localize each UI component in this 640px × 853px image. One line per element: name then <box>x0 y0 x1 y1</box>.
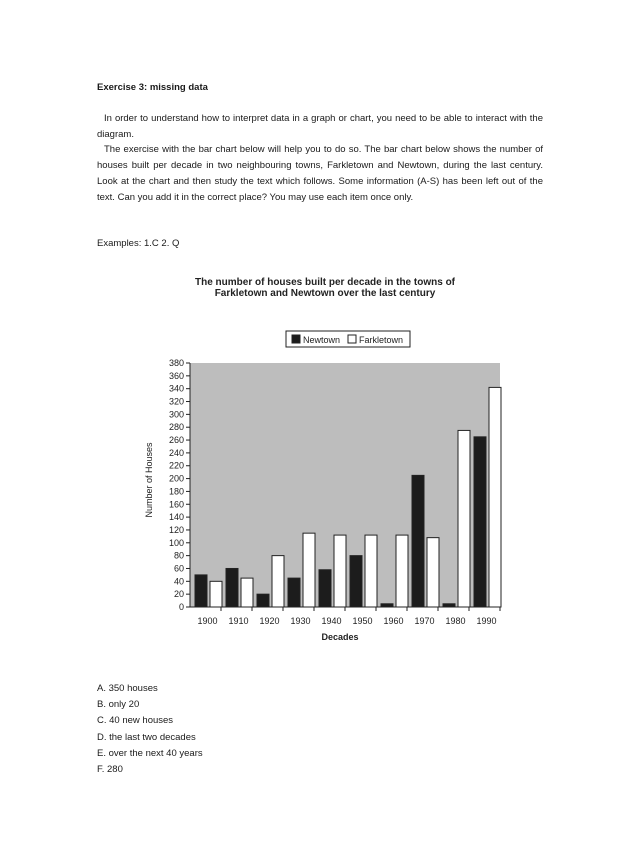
bar-newtown-1950 <box>350 556 362 607</box>
bar-newtown-1940 <box>319 570 331 607</box>
bar-newtown-1910 <box>226 568 238 607</box>
bar-farkletown-1910 <box>241 578 253 607</box>
option-item: A. 350 houses <box>97 683 158 694</box>
legend-label-farkletown: Farkletown <box>359 335 404 345</box>
intro-paragraph: In order to understand how to interpret data in a graph or chart, you need to be able to interact with the diagram. <box>97 113 543 140</box>
y-tick-label: 360 <box>168 370 184 381</box>
y-tick-label: 0 <box>178 602 184 612</box>
bar-newtown-1920 <box>257 594 269 607</box>
y-axis-label: Number of Houses <box>144 442 154 518</box>
instructions-paragraph: The exercise with the bar chart below will help you to do so. The bar chart below shows the number of houses built per decade in two neighbouring towns, Farkletown and Newtown, during the last century. Look at the chart and then study the text which follows. Some information (A-S) has been left out of the text. Can you add it in the correct place? You may use each item once only. <box>97 144 543 203</box>
bar-newtown-1970 <box>412 475 424 607</box>
bar-farkletown-1990 <box>489 387 501 607</box>
bar-farkletown-1980 <box>458 430 470 607</box>
x-tick-label: 1970 <box>414 616 435 626</box>
x-tick-label: 1980 <box>445 616 466 626</box>
y-tick-label: 240 <box>168 447 184 458</box>
y-tick-label: 340 <box>168 383 184 394</box>
option-item: C. 40 new houses <box>97 715 174 727</box>
y-tick-label: 200 <box>168 473 184 484</box>
legend-swatch-farkletown <box>348 335 356 343</box>
x-axis-label: Decades <box>321 632 359 642</box>
bar-farkletown-1940 <box>334 535 346 607</box>
bar-newtown-1900 <box>195 575 207 607</box>
option-item: B. only 20 <box>97 699 140 711</box>
y-tick-label: 140 <box>168 512 184 523</box>
y-tick-label: 160 <box>168 499 184 510</box>
y-tick-label: 80 <box>173 550 184 561</box>
y-tick-label: 100 <box>168 537 184 548</box>
answer-options <box>97 681 203 778</box>
bar-newtown-1990 <box>474 437 486 607</box>
x-tick-label: 1960 <box>383 616 404 626</box>
option-item: E. over the next 40 years <box>97 747 203 759</box>
y-tick-label: 220 <box>168 460 184 471</box>
exercise-heading: Exercise 3: missing data <box>97 82 208 93</box>
x-tick-label: 1930 <box>290 616 311 626</box>
y-tick-label: 280 <box>168 422 184 433</box>
y-tick-label: 60 <box>173 563 184 574</box>
y-tick-label: 320 <box>168 396 184 407</box>
y-tick-label: 300 <box>168 409 184 420</box>
legend-swatch-newtown <box>292 335 300 343</box>
legend-label-newtown: Newtown <box>303 335 341 345</box>
option-item: D. the last two decades <box>97 731 196 743</box>
bar-farkletown-1970 <box>427 538 439 607</box>
examples-line: Examples: 1.C 2. Q <box>97 238 180 249</box>
bar-farkletown-1900 <box>210 581 222 607</box>
bar-newtown-1960 <box>381 604 393 607</box>
x-tick-label: 1990 <box>476 616 497 626</box>
y-tick-label: 180 <box>168 486 184 497</box>
x-tick-label: 1900 <box>197 616 218 626</box>
x-tick-label: 1940 <box>321 616 342 626</box>
y-tick-label: 20 <box>173 589 184 600</box>
option-item: F. 280 <box>97 764 123 776</box>
y-tick-label: 120 <box>168 524 184 535</box>
x-tick-label: 1950 <box>352 616 373 626</box>
y-tick-label: 260 <box>168 435 184 446</box>
x-tick-label: 1910 <box>228 616 249 626</box>
bar-farkletown-1920 <box>272 556 284 607</box>
bar-farkletown-1960 <box>396 535 408 607</box>
y-tick-label: 380 <box>168 358 184 368</box>
x-tick-label: 1920 <box>259 616 280 626</box>
bar-farkletown-1930 <box>303 533 315 607</box>
bar-newtown-1980 <box>443 604 455 607</box>
chart-title: The number of houses built per decade in the towns of Farkletown and Newtown over the last century <box>194 277 456 299</box>
bar-newtown-1930 <box>288 578 300 607</box>
bar-farkletown-1950 <box>365 535 377 607</box>
y-tick-label: 40 <box>173 576 184 587</box>
